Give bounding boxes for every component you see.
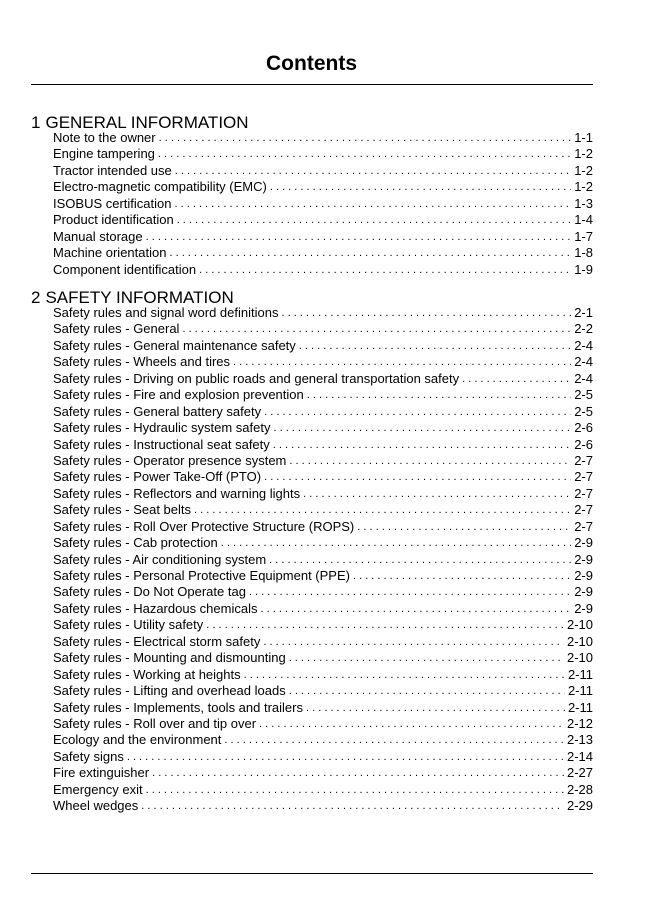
- toc-entry-label: Note to the owner: [53, 130, 156, 145]
- dot-leader: [146, 229, 572, 245]
- dot-leader: [169, 245, 571, 261]
- toc-entry-page-number: 1-4: [574, 212, 593, 228]
- toc-entry[interactable]: [53, 179, 593, 195]
- toc-entry-label: Safety rules - Roll over and tip over: [53, 715, 257, 731]
- toc-entry[interactable]: [53, 245, 593, 261]
- toc-entry-page-number: 2-11: [567, 699, 593, 715]
- dot-leader: [273, 420, 571, 436]
- dot-leader: [206, 617, 564, 633]
- toc-entry-page-number: 2-4: [574, 370, 593, 386]
- dot-leader: [260, 601, 571, 617]
- dot-leader: [281, 305, 571, 321]
- dot-leader: [289, 453, 571, 469]
- dot-leader: [194, 502, 571, 518]
- toc-entry-label: Safety rules and signal word definitions: [53, 305, 279, 320]
- toc-entry-page-number: 2-14: [566, 748, 593, 764]
- toc-entry[interactable]: [53, 683, 593, 699]
- dot-leader: [177, 212, 572, 228]
- toc-entry[interactable]: [53, 634, 593, 650]
- dot-leader: [353, 568, 571, 584]
- dot-leader: [306, 700, 565, 716]
- dot-leader: [141, 798, 564, 814]
- section-title: SAFETY INFORMATION: [45, 288, 234, 307]
- toc-entry-label: Safety rules - Operator presence system: [53, 452, 287, 468]
- toc-entry-page-number: 1-7: [574, 228, 593, 244]
- toc-entry[interactable]: [53, 667, 593, 683]
- dot-leader: [127, 749, 564, 765]
- toc-entry[interactable]: [53, 519, 593, 535]
- toc-entry-page-number: 1-2: [574, 162, 593, 178]
- dot-leader: [259, 716, 564, 732]
- dot-leader: [289, 683, 565, 699]
- toc-entry-label: Component identification: [53, 261, 197, 277]
- toc-entry-page-number: 2-7: [574, 469, 593, 485]
- toc-entry-label: Safety rules - Seat belts: [53, 502, 192, 518]
- toc-entry-label: Safety rules - Air conditioning system: [53, 551, 267, 567]
- toc-entry[interactable]: [53, 749, 593, 765]
- toc-entry-page-number: 2-6: [574, 436, 593, 452]
- toc-entry-page-number: 2-9: [574, 535, 593, 551]
- toc-entry[interactable]: [53, 469, 593, 485]
- dot-leader: [244, 667, 565, 683]
- toc-entry-page-number: 2-9: [574, 584, 593, 600]
- toc-entry-page-number: 2-11: [567, 683, 593, 699]
- toc-entry[interactable]: [53, 404, 593, 420]
- toc-entry-page-number: 2-28: [566, 781, 593, 797]
- toc-entry-label: Manual storage: [53, 228, 143, 244]
- toc-entry-label: Safety rules - Power Take-Off (PTO): [53, 469, 262, 485]
- toc-entry[interactable]: [53, 437, 593, 453]
- toc-entry[interactable]: [53, 617, 593, 633]
- toc-entry-label: ISOBUS certification: [53, 195, 172, 211]
- toc-entry-page-number: 2-5: [574, 387, 593, 403]
- toc-entry-label: Safety rules - Hydraulic system safety: [53, 420, 271, 436]
- toc-entry-label: Safety rules - Fire and explosion prevention: [53, 387, 304, 403]
- toc-entry-label: Safety rules - Reflectors and warning lights: [53, 485, 301, 501]
- toc-entry[interactable]: [53, 130, 593, 146]
- dot-leader: [233, 354, 571, 370]
- toc-entry-page-number: 2-7: [574, 502, 593, 518]
- toc-entry-page-number: 1-2: [574, 146, 593, 162]
- toc-entry-page-number: 2-10: [566, 650, 593, 666]
- toc-entry-page-number: 1-2: [574, 179, 593, 195]
- toc-entry[interactable]: [53, 782, 593, 798]
- dot-leader: [462, 371, 571, 387]
- toc-entry-page-number: 2-2: [574, 321, 593, 337]
- toc-entry-label: Safety rules - Mounting and dismounting: [53, 650, 286, 666]
- toc-entry[interactable]: [53, 420, 593, 436]
- toc-entry-label: Safety signs: [53, 748, 124, 764]
- dot-leader: [175, 196, 572, 212]
- toc-entry-page-number: 2-9: [574, 551, 593, 567]
- toc-entry[interactable]: [53, 453, 593, 469]
- toc-entry-label: Safety rules - Personal Protective Equipment (PPE): [53, 568, 350, 583]
- toc-entry[interactable]: [53, 552, 593, 568]
- toc-entry-label: Safety rules - Do Not Operate tag: [53, 584, 246, 600]
- bottom-divider: [31, 873, 593, 874]
- toc-entry[interactable]: [53, 212, 593, 228]
- toc-entry-label: Safety rules - General maintenance safety: [53, 337, 296, 353]
- toc-entry[interactable]: [53, 262, 593, 278]
- toc-entry-label: Emergency exit: [53, 781, 143, 797]
- dot-leader: [182, 321, 571, 337]
- toc-entry-page-number: 2-7: [574, 485, 593, 501]
- toc-entry-page-number: 1-8: [574, 245, 593, 261]
- toc-entry[interactable]: [53, 732, 593, 748]
- dot-leader: [307, 387, 571, 403]
- toc-entry-label: Engine tampering: [53, 146, 155, 162]
- toc-entry-label: Safety rules - Wheels and tires: [53, 354, 231, 370]
- toc-entry[interactable]: [53, 650, 593, 666]
- dot-leader: [264, 404, 571, 420]
- toc-entry-page-number: 2-7: [574, 452, 593, 468]
- dot-leader: [299, 338, 571, 354]
- dot-leader: [199, 262, 571, 278]
- toc-entry[interactable]: [53, 321, 593, 337]
- dot-leader: [221, 535, 571, 551]
- toc-entry[interactable]: [53, 601, 593, 617]
- dot-leader: [146, 782, 564, 798]
- toc-list-safety-information: [53, 305, 593, 815]
- toc-entry[interactable]: [53, 371, 593, 387]
- toc-entry-page-number: 2-12: [566, 715, 593, 731]
- toc-entry-label: Safety rules - Utility safety: [53, 617, 204, 633]
- toc-entry-page-number: 2-10: [566, 633, 593, 649]
- toc-entry[interactable]: [53, 568, 593, 584]
- dot-leader: [269, 552, 571, 568]
- toc-list-general-information: [53, 130, 593, 278]
- contents-title: Contents: [266, 52, 357, 75]
- dot-leader: [249, 584, 571, 600]
- toc-entry[interactable]: [53, 305, 593, 321]
- dot-leader: [152, 765, 564, 781]
- toc-entry-label: Safety rules - Lifting and overhead loads: [53, 683, 286, 699]
- toc-entry-label: Wheel wedges: [53, 798, 139, 814]
- toc-entry-page-number: 2-13: [566, 732, 593, 748]
- toc-entry-label: Product identification: [53, 212, 174, 228]
- toc-entry-page-number: 2-11: [567, 666, 593, 682]
- toc-entry-label: Safety rules - Implements, tools and trailers: [53, 699, 303, 715]
- toc-entry-page-number: 1-1: [574, 130, 593, 145]
- dot-leader: [159, 130, 572, 146]
- toc-entry-page-number: 2-10: [566, 617, 593, 633]
- toc-entry-page-number: 2-9: [574, 568, 593, 583]
- toc-entry[interactable]: [53, 229, 593, 245]
- dot-leader: [357, 519, 571, 535]
- toc-entry[interactable]: [53, 196, 593, 212]
- toc-entry-label: Safety rules - General: [53, 321, 180, 337]
- toc-entry-page-number: 1-3: [574, 195, 593, 211]
- toc-entry-label: Fire extinguisher: [53, 765, 150, 781]
- toc-entry-page-number: 2-27: [566, 765, 593, 781]
- toc-entry-page-number: 2-5: [574, 403, 593, 419]
- toc-entry-label: Safety rules - Driving on public roads and general transportation safety: [53, 370, 460, 386]
- dot-leader: [175, 163, 571, 179]
- toc-entry[interactable]: [53, 716, 593, 732]
- toc-entry-label: Tractor intended use: [53, 162, 172, 178]
- dot-leader: [289, 650, 564, 666]
- section-number: 1: [31, 113, 41, 132]
- toc-entry-label: Machine orientation: [53, 245, 167, 261]
- toc-entry-label: Electro-magnetic compatibility (EMC): [53, 179, 267, 195]
- toc-entry-label: Safety rules - Electrical storm safety: [53, 633, 261, 649]
- toc-entry-label: Safety rules - Working at heights: [53, 666, 241, 682]
- toc-entry-page-number: 1-9: [574, 261, 593, 277]
- toc-entry-page-number: 2-9: [574, 600, 593, 616]
- toc-entry[interactable]: [53, 163, 593, 179]
- toc-entry[interactable]: [53, 146, 593, 162]
- toc-entry-label: Safety rules - Hazardous chemicals: [53, 600, 258, 616]
- dot-leader: [303, 486, 571, 502]
- section-title: GENERAL INFORMATION: [45, 113, 249, 132]
- toc-entry-page-number: 2-1: [574, 305, 593, 320]
- toc-entry[interactable]: [53, 535, 593, 551]
- toc-entry[interactable]: [53, 387, 593, 403]
- dot-leader: [264, 469, 571, 485]
- toc-entry-page-number: 2-4: [574, 354, 593, 370]
- toc-entry[interactable]: [53, 354, 593, 370]
- toc-entry[interactable]: [53, 584, 593, 600]
- toc-entry[interactable]: [53, 486, 593, 502]
- toc-entry[interactable]: [53, 700, 593, 716]
- section-number: 2: [31, 288, 41, 307]
- toc-entry[interactable]: [53, 798, 593, 814]
- toc-entry[interactable]: [53, 502, 593, 518]
- toc-entry-page-number: 2-4: [574, 337, 593, 353]
- toc-entry[interactable]: [53, 765, 593, 781]
- top-divider: [31, 84, 593, 85]
- dot-leader: [263, 634, 564, 650]
- toc-entry-label: Safety rules - Roll Over Protective Structure (ROPS): [53, 518, 355, 534]
- toc-entry-label: Safety rules - Instructional seat safety: [53, 436, 270, 452]
- toc-entry-label: Safety rules - Cab protection: [53, 535, 218, 551]
- toc-entry-label: Ecology and the environment: [53, 732, 222, 748]
- toc-entry-page-number: 2-6: [574, 420, 593, 436]
- toc-entry[interactable]: [53, 338, 593, 354]
- dot-leader: [273, 437, 571, 453]
- dot-leader: [158, 146, 571, 162]
- dot-leader: [224, 732, 564, 748]
- toc-entry-page-number: 2-29: [566, 798, 593, 814]
- dot-leader: [270, 179, 571, 195]
- toc-entry-label: Safety rules - General battery safety: [53, 403, 262, 419]
- toc-entry-page-number: 2-7: [574, 518, 593, 534]
